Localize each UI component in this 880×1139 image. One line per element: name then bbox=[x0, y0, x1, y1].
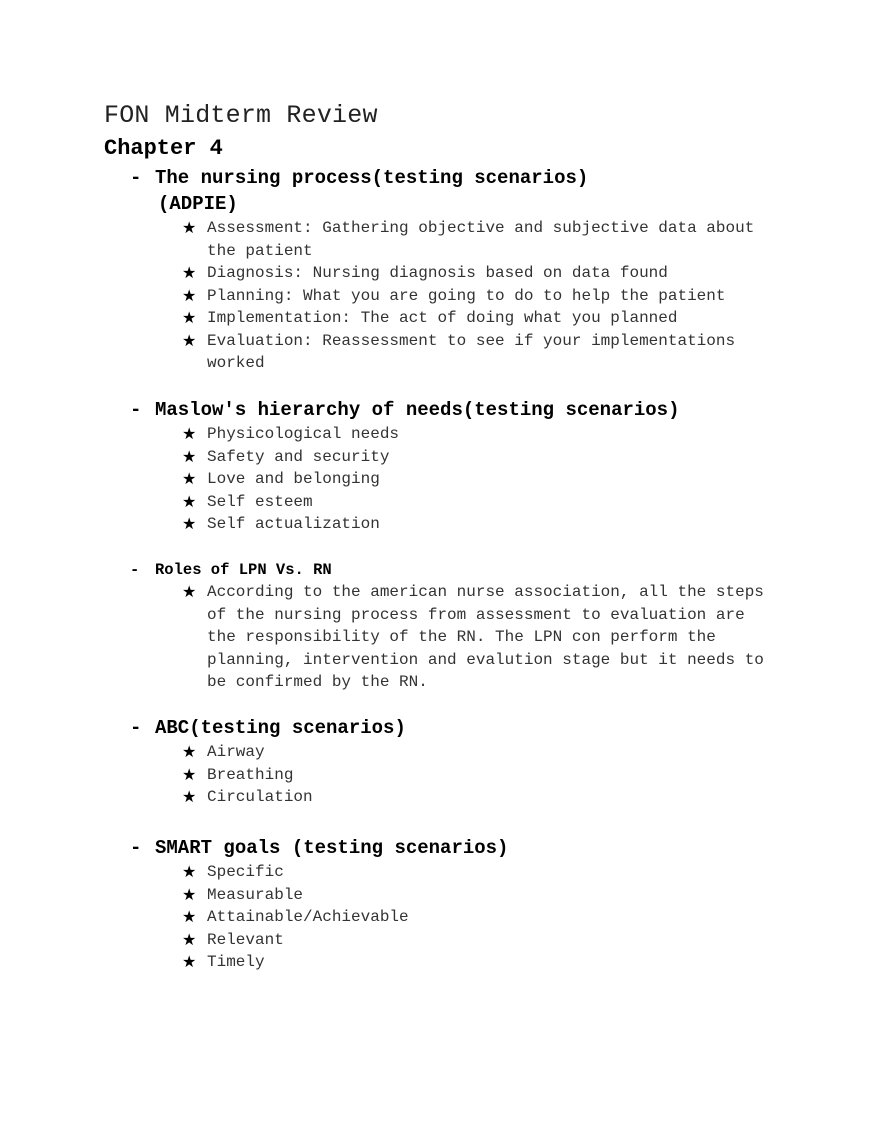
bullet-list bbox=[130, 423, 830, 536]
star-icon: ★ bbox=[182, 424, 197, 443]
star-icon: ★ bbox=[182, 469, 197, 488]
dash-marker: - bbox=[130, 717, 142, 739]
star-icon: ★ bbox=[182, 884, 197, 904]
section-heading bbox=[130, 715, 830, 741]
list-item: ★ Airway bbox=[182, 741, 782, 764]
list-item: ★ Relevant bbox=[182, 929, 782, 952]
star-icon: ★ bbox=[182, 330, 197, 350]
section-nursing-process bbox=[130, 165, 830, 375]
chapter-heading: Chapter 4 bbox=[104, 136, 223, 161]
page-title: FON Midterm Review bbox=[104, 101, 378, 130]
dash-marker: - bbox=[130, 399, 142, 421]
list-item: ★ Planning: What you are going to do to help the patient bbox=[182, 285, 782, 308]
section-heading bbox=[130, 559, 830, 581]
dash-marker: - bbox=[130, 561, 140, 579]
section-abc bbox=[130, 715, 830, 809]
section-smart-goals bbox=[130, 835, 830, 974]
bullet-list bbox=[130, 861, 830, 974]
bullet-list bbox=[130, 217, 830, 375]
star-icon: ★ bbox=[182, 862, 197, 881]
list-item: ★ Physicological needs bbox=[182, 423, 782, 446]
star-icon: ★ bbox=[182, 218, 197, 237]
section-heading-text: Roles of LPN Vs. RN bbox=[155, 561, 332, 579]
list-item: ★ Safety and security bbox=[182, 446, 782, 469]
list-item: ★ Timely bbox=[182, 951, 782, 974]
star-icon: ★ bbox=[182, 952, 197, 971]
list-item: ★ Diagnosis: Nursing diagnosis based on data found bbox=[182, 262, 782, 285]
section-heading-text: SMART goals (testing scenarios) bbox=[155, 837, 509, 859]
list-item: ★ Breathing bbox=[182, 764, 782, 787]
star-icon: ★ bbox=[182, 907, 197, 926]
list-item: ★ Specific bbox=[182, 861, 782, 884]
bullet-list bbox=[130, 581, 830, 694]
dash-marker: - bbox=[130, 837, 142, 859]
list-item: ★ Love and belonging bbox=[182, 468, 782, 491]
list-item: ★ Measurable bbox=[182, 884, 782, 907]
section-heading bbox=[130, 165, 830, 191]
list-item: ★ Assessment: Gathering objective and subjective data about the patient bbox=[182, 218, 755, 260]
list-item: ★ According to the american nurse association, all the steps of the nursing process from assessment to evaluation are the responsibility of the RN. The LPN con perform the planning, intervention and evalution stage but it needs to be confirmed by the RN. bbox=[182, 582, 764, 691]
star-icon: ★ bbox=[182, 285, 197, 305]
star-icon: ★ bbox=[182, 742, 197, 761]
list-item: ★ Self actualization bbox=[182, 513, 782, 536]
section-heading-text: Maslow's hierarchy of needs(testing scenarios) bbox=[155, 399, 680, 421]
star-icon: ★ bbox=[182, 491, 197, 511]
section-heading-text: The nursing process(testing scenarios) bbox=[155, 167, 589, 189]
star-icon: ★ bbox=[182, 263, 197, 282]
section-maslow bbox=[130, 397, 830, 536]
list-item: ★ Self esteem bbox=[182, 491, 782, 514]
star-icon: ★ bbox=[182, 582, 197, 601]
section-heading bbox=[130, 835, 830, 861]
star-icon: ★ bbox=[182, 308, 197, 327]
list-item: ★ Implementation: The act of doing what you planned bbox=[182, 307, 782, 330]
star-icon: ★ bbox=[182, 514, 197, 533]
star-icon: ★ bbox=[182, 787, 197, 806]
dash-marker: - bbox=[130, 167, 142, 189]
section-heading bbox=[130, 397, 830, 423]
section-subheading: (ADPIE) bbox=[158, 193, 238, 215]
list-item: ★ Evaluation: Reassessment to see if your implementations worked bbox=[182, 330, 736, 372]
star-icon: ★ bbox=[182, 764, 197, 784]
section-heading-text: ABC(testing scenarios) bbox=[155, 717, 406, 739]
list-item: ★ Circulation bbox=[182, 786, 782, 809]
list-item: ★ Attainable/Achievable bbox=[182, 906, 782, 929]
bullet-list bbox=[130, 741, 830, 809]
section-roles bbox=[130, 559, 830, 694]
star-icon: ★ bbox=[182, 446, 197, 466]
star-icon: ★ bbox=[182, 929, 197, 949]
